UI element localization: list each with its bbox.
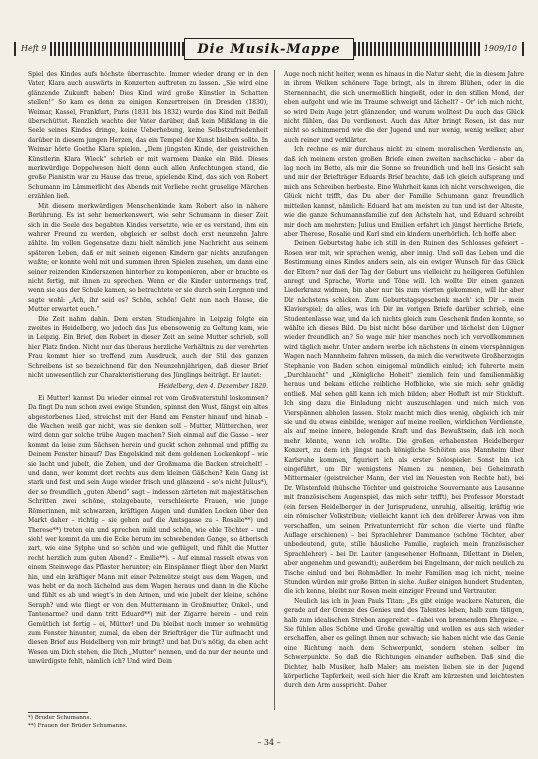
page-number: – 34 –: [257, 738, 281, 747]
paragraph: Deinen Geburtstag habe ich still in den Ruinen des Schlosses gefeiert – Rosen war mit, wir sprachen wenig, aber innig. Und soll das Leben und die Bestimmung eines Kindes anders sein, als ein ewiger Wunsch für das Glück der Eltern? nur daß der Tag der Geburt uns vielleicht zu heiligeren Gefühlen anregt und Sprache, Worte und Töne will. Ich wollte Dir einen ganzen Liederkranz widmen, bin aber nur bis zum vierten gekommen, will ihr aber Dir nächstens schicken. Zum Geburtstagsgeschenk mach' ich Dir – mein Klavierspiel; da alles, was ich Dir im vorigen Briefe darüber schrieb, eine Studentenlasse war, und da ich nichts gleich zum Geschenk finden konnte, so wählte ich dieses Bild. Du bist nicht böse darüber und lächelst den Lügner wieder freundlich an? So wage mir hier manches noch ich vervollkommnen wird täglich mehr. Unter andern werbe ich nächstens in einem vierspännigen Wagen nach Mannheim fahren müssen, da mich die verwitwete Großherzogin Stephanie von Baden schon einigemal mündlich einlud; ich fuhrerte mein „Durchlaucht“ und „Königliche Hoheit“ ziemlich fein und familienmäßig heraus und bekam etliche reibliche Hofblicke, wie sie mich sehr gnädig entließ. Mal sehen gäll kann ich mich bilden; aber Hofluft ist mir Stickluft. Ich sing dazu die Einladung nicht auszuschlagen und mich mich von Vierspännen abholen lassen. Stolz macht mich dies wenig, obgleich ich mir sie und du etwas einbilde, weniger auf meine reellen, wirklichen Verdienste, als auf meine innere, belegende Kraft und das Bewußtsein, daß ich noch mehr könnte, wenn ich wollte. Die großen erhabensten Heidelberger Konzert, zu dem ich jüngst nach königliche Schöiten aus Mannheim über Karlsruhe kommen, figuriert ich als erster Solospieler. Sonst bin ich eingeführt, um Dir wenigstens Namen zu nennen, bei Geheimrath Mittermaier (geistreicher Mann, der viel im Neuesten von Rechte hat), bei Dr. Wüstenfeld (hübsche Töchter und geistreiche Souvernante aus Lausanne mit französischem Augenspiel, das mich sehr trifft), bei Professor Morstadt (ein fersen Heidelberger in der Jurisprudenz, unruhig, allseitig, kräftig wie ein römischer Volkstribun; vielleicht kannt ich den drölferer Ärwas von ihm verschaffen, um seinen Privatunterricht für schon die vierte und fünfte Auflage erschienen) – bei Sprachlehrer Dammance (schöne Töchter, aber unbedeutend, gute, stille häusliche Familie, zugleich mein französischer Sprachlehrer) – bei Dr. Lauter (angesehener Hofmann, Dilettant in Dielen, aber angenehm und gewandt); außerdem bei Engelmann, der mich neulich zu Tische einlud und bei Rohmädler. In mehr Familien mag ich nicht, meine Stunden würden mir große Bitten in siche. Außer einigen hundert Studenten, die ich kenne, bleibt nur Rosen mein einziger Freund und Vertrauter.: [284, 240, 524, 596]
paragraph: Die Zeit nahm dahin. Dem ersten Studienjahre in Leipzig folgte ein zweites in Heidelberg, wo jedoch das Jus ebensowenig zu Geltung kam, wie in Leipzig. Ein Brief, den Robert in dieser Zeit an seine Mutter schrieb, soll hier Platz finden. Nicht nur das überaus herzliche Verhältnis zu der verehrten Frau kommt hier so treffend zum Ausdruck, auch der Stil des ganzen Schreibens ist so bezeichnend für den Neunzehnjährigen, daß dieser Brief nicht unwesentlich zur Charakteristierung des Jünglings beiträgt. Er lautet:: [28, 315, 268, 379]
letter-heading: Heidelberg, den 4. Dezember 1829.: [158, 383, 268, 391]
issue-year: 1909/10: [481, 42, 520, 56]
footnote: *) Bruder Schumanns.: [28, 715, 92, 721]
left-column: [28, 70, 268, 710]
right-column: [284, 70, 524, 710]
paragraph: Auge noch nicht heiter, wenn es hinaus in die Natur sieht, die in diesem Jahre in ihrem Welken schönere Tage bringt, als in ihrem Blühen, oder in die Sternennacht, die sich unermeßlich hingießt, oder in den stillen Mond, der eben aufgeht und wie im Traume schweigt und lächelt? – Or' ich mich nicht, so wird Dein Auge jetzt glänzender, und warum wolltest Du auch das Glück nicht fühlen, das Du verdienest. Auch das Alter bringt Rosen, ist das nur nicht so schimmernd wie die der Jugend und nur wenig, wenig welker, aber auch reiner und verklärter.: [284, 71, 524, 144]
footnote: **) Frauen der Brüder Schumanns.: [28, 723, 128, 729]
column-divider: [274, 70, 275, 710]
magazine-title: Die Musik-Mappe: [184, 38, 354, 60]
paragraph: Neulich las ich in Jean Pauls Titan: „Es gibt einige wackere Naturen, die gerade auf der Grenze des Genies und des Talentes leben, halb zum tätigen, halb zum idealischen Streben angereitet – dabei von brennendem Ehrgeize. – Sie fühlen alles Schöne und Große gewaltig und wollen es aus sich wieder erschaffen, aber es gelingt ihnen nur schwach; sie haben nicht wie das Genie eine Richtung nach dem Schwerpunkt, sondern stehen selber im Schwerpunkte. So daß die Richtungen einander aufheben. Daß sind die Dichter, halb Musiker, halb Maler; am meisten lieben sie in der Jugend körperliche Tapferkeit, weil sich hier die Kraft am kürzesten und leichtesten durch den Arm ausspricht. Daher: [284, 597, 524, 690]
footnote-rule: [28, 712, 88, 713]
paragraph: Spiel des Kindes aufs höchste überraschte. Immer wieder drang er in den Vater, Klara auch auswärts in Konzerten auftreten zu lassen. „Sie wird eine glänzende Zukunft haben! Dies Kind wird große Künstler in Schatten stellen!“ So kam es denn zu einigen Konzertreisen (in Dresden (1830), Weimar, Kassel, Frankfurt, Paris (1831 bis 1832) wurde das Kind mit Beifall überschüttet. Renzlich wachte der Vater darüber, daß kein Mißklang in die Seele seines Kindes dringe, keine Ueberhebung, keine Selbstzufriedenheit darüber in diesem jungen Herzen, das ein Tempel der Kunst bleiben sollte. In Weimar hörte Goethe Klara spielen. „Dem jüngsten Kinde, der geistreichen Künstlerin Klara Wieck“ schrieb er mit warmem Danke ein Bild. Dieses merkwürdige Doppelwesen hielt denn auch allen Anfechtungen stand, die große Pianistin war zu Hause das treue, spielende Kind, das sich von Robert Schumann im Lämmerlicht des Abends mit Vorliebe recht gruselige Märchen erzählen ließ.: [28, 71, 268, 201]
footnotes: [28, 714, 268, 730]
page-header: [14, 38, 524, 60]
paragraph: Ich rechne es mir durchaus nicht zu einem moralischen Verdienste an, daß ich meinem ersten großen Briefe einen zweiten nachschicke – aber da lag noch im Bette, als mir die Sonne so freundlich und hell ins Gesicht sah und mir der Briefträger Eduards Brief brachte, daß ich gleich aufsprang und mich ans Schreiben herbeste. Eine Wahrheit kann ich nicht verschweigen, die Glück nicht trifft, das Du aber der Familie Schumann ganz freundlich mitteilen kannst, nämlich: Eduard hat am meisten zu tun und ist der Alteste, wie die ganze Schumannsfamilie zuf den Achsteln hat, und Eduard schreibt mir doch am mehrsten; Julius und Emilien erfahrt ich jüngst herrliche Briefe, aber Therese, Rosalie und Karl sind ein kindern unerhörlich. Ich hoffe aber.: [284, 146, 524, 238]
letter-paragraph: Ei Mutter! kannst Du wieder einmal rot vom Großvaterstuhl loskommen? Da fingt Du nun schon zwei ewige Stunden, spinnst den Wust, fängst ein altes abgestorbenes Lied, streichst mit der Hand am Fenster hinauf und hinab – die Wachen weiß gar nicht, was sie denken soll – Mutter, Mütterchen, wer wird denn gar solche trübe Augen machen? Sieh einmal auf die Gasse – wer kommt da leise zum Sächsen herein und guckt schon zehnmal und pfiffig zu Deinem Fenster hinauf? Das Engelskind mit dem goldenen Lockenkopf – wie sie lacht und jubelt, die Zehen, und der Großmama die Backen streichelt! – und dann, wer kommt dort rechts aus dem kleinen Gäßchen? Kein Gang ist stark und fest und sein Auge wieder frisch und glänzend – so's nicht Julius*), der so freundlich „guten Abend“ sagt – indessen zärteten mit majestätischen Schritten zwei schöne, stolzgebaute, verschleierte Frauen, wie junge Römerinnen, mit schwarzen, kräftigen Augen und dunklen Locken über den Markt daher – richtig – sie gehen auf die Amtsgasse zu – Rosalie**) und Therese**) treten ein und sprechen mild und schön, wie eble Töchter – und sieh! wer kommt da um die Ecke herum im schwebenden Gange, so ätherisch zart, wie eine Sylphe und so schön und wie geflügelt, und fühlt die Mutter recht herzlich zum guten Abend? – Emilie**). – Auf einmal rasselt etwas von einem Steinwege das Pflaster herunter; ein Einspänner fliegt über den Markt hin, und ein kräftiger Mann mit einer Pelzmütze steigt aus dem Wagen, und was hebt er da noch lächelnd aus dem Wagen heraus und dann in die Küche und fühlt es ab und wiegt's in den Armen, und wie jubelt der kleine, schöne Seraph? und wie fliegt er von den Muttermann in Großmutter, Onkel-, und Tantenarme? und dann tritt Eduard**) mit der Zigarre herein – und rein Gemütlich ist fertig – ei, Mütter! und Du bleibst noch immer so wehmütig zum Fenster hinunter, zumal, da eben der Briefträger die Tür aufmacht und diesen Brief aus Heidelberg von mir bringt? und hat Du's nötig, da eben acht Wesen um Dich stehen, die Dich „Mutter“ nennen, und da nur der neunte und unwürdigste fehlt, nämlich ich? Und wird Dein: [28, 394, 268, 666]
paragraph: Mit diesem merkwürdigen Menschenkinde kam Robert also in nähere Berührung. Es ist sehr bemerkenswert, wie sehr Schumann in dieser Zeit sich in die Seele des begabten Kindes versetzte, wie er es verstand, ihm ein wahrer Freund zu werden, obgleich er selbst doch erst neunzehn Jahre zählte. Im vollen Gegensatze dazu hielt nämlich jene Nachricht aus seinem späteren Leben, daß er mit seinen eigenen Kindern gar nichts anzufangen wußte; er konnte wohl mit und summen ihren Spielen zusehen, um dann eine seiner reizenden Kinderszenen hinterher zu komponieren, aber er brachte es nicht fertig, mit ihnen zu sprechen. Wenn er die Kinder untermengs traf, wenn sie aus der Schule kamen, so betrachtete er sie durch sein Lorgnon und sagte wohl: „Ach, ihr seid es? Schön, schön! Geht nun nach Hause, die Mutter erwartet euch.“: [28, 202, 268, 314]
issue-number: Heft 9: [18, 42, 50, 56]
